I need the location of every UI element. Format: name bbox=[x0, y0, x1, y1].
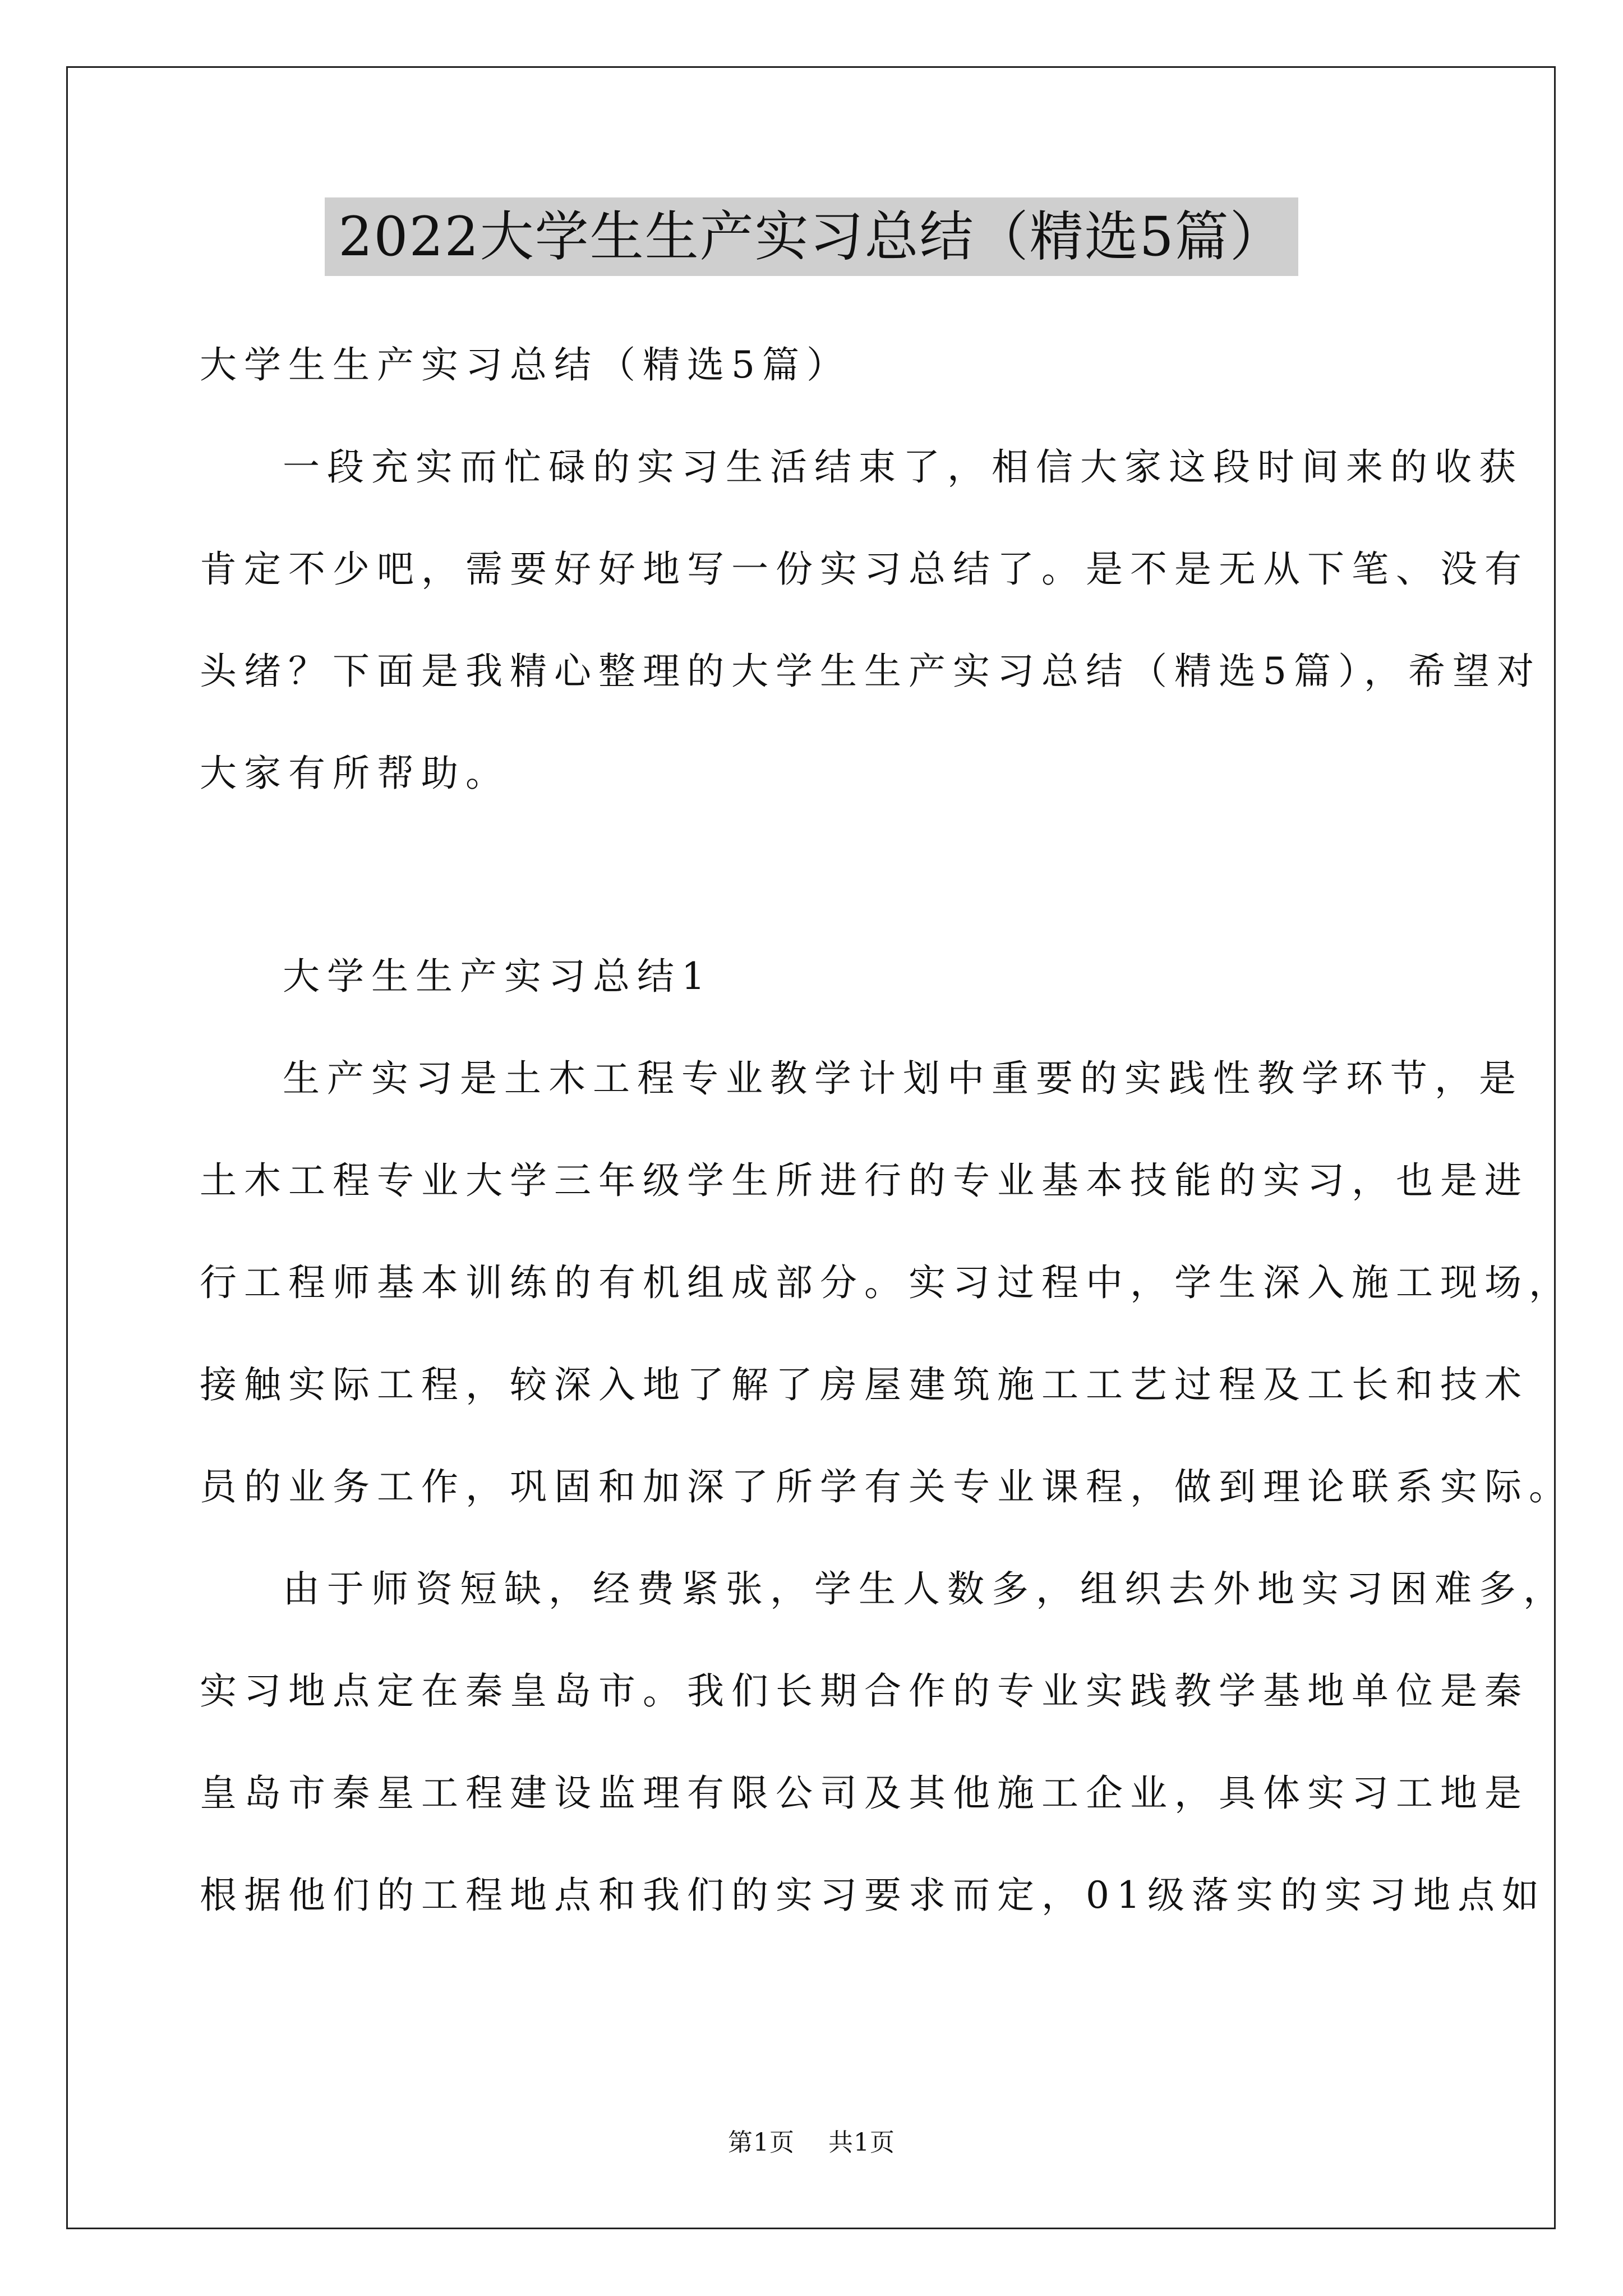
document-body bbox=[200, 314, 1573, 1947]
title-container bbox=[0, 197, 1623, 276]
section-heading: 大学生生产实习总结1 bbox=[283, 955, 712, 998]
page-number: 第1页 bbox=[728, 2128, 795, 2157]
intro-line: 大家有所帮助。 bbox=[200, 752, 510, 795]
body-line: 实习地点定在秦皇岛市。我们长期合作的专业实践教学基地单位是秦 bbox=[200, 1669, 1529, 1713]
body-line: 员的业务工作，巩固和加深了所学有关专业课程，做到理论联系实际。 bbox=[200, 1465, 1573, 1508]
document-title: 2022大学生生产实习总结（精选5篇） bbox=[325, 197, 1298, 276]
document-subtitle: 大学生生产实习总结（精选5篇） bbox=[200, 343, 851, 386]
paragraph-gap bbox=[200, 825, 1433, 926]
body-line: 土木工程专业大学三年级学生所进行的专业基本技能的实习，也是进 bbox=[200, 1159, 1529, 1202]
body-line: 皇岛市秦星工程建设监理有限公司及其他施工企业，具体实习工地是 bbox=[200, 1772, 1529, 1815]
body-line: 接触实际工程，较深入地了解了房屋建筑施工工艺过程及工长和技术 bbox=[200, 1363, 1529, 1406]
intro-line: 肯定不少吧，需要好好地写一份实习总结了。是不是无从下笔、没有 bbox=[200, 547, 1529, 591]
page-footer bbox=[0, 2126, 1623, 2160]
page-total: 共1页 bbox=[828, 2128, 895, 2157]
body-line: 由于师资短缺，经费紧张，学生人数多，组织去外地实习困难多， bbox=[283, 1567, 1567, 1611]
body-line: 行工程师基本训练的有机组成部分。实习过程中，学生深入施工现场， bbox=[200, 1261, 1573, 1304]
body-line: 生产实习是土木工程专业教学计划中重要的实践性教学环节，是 bbox=[283, 1057, 1523, 1100]
body-line: 根据他们的工程地点和我们的实习要求而定，01级落实的实习地点如 bbox=[200, 1874, 1546, 1917]
intro-line: 头绪？下面是我精心整理的大学生生产实习总结（精选5篇），希望对 bbox=[200, 650, 1541, 693]
intro-line: 一段充实而忙碌的实习生活结束了，相信大家这段时间来的收获 bbox=[283, 445, 1523, 489]
